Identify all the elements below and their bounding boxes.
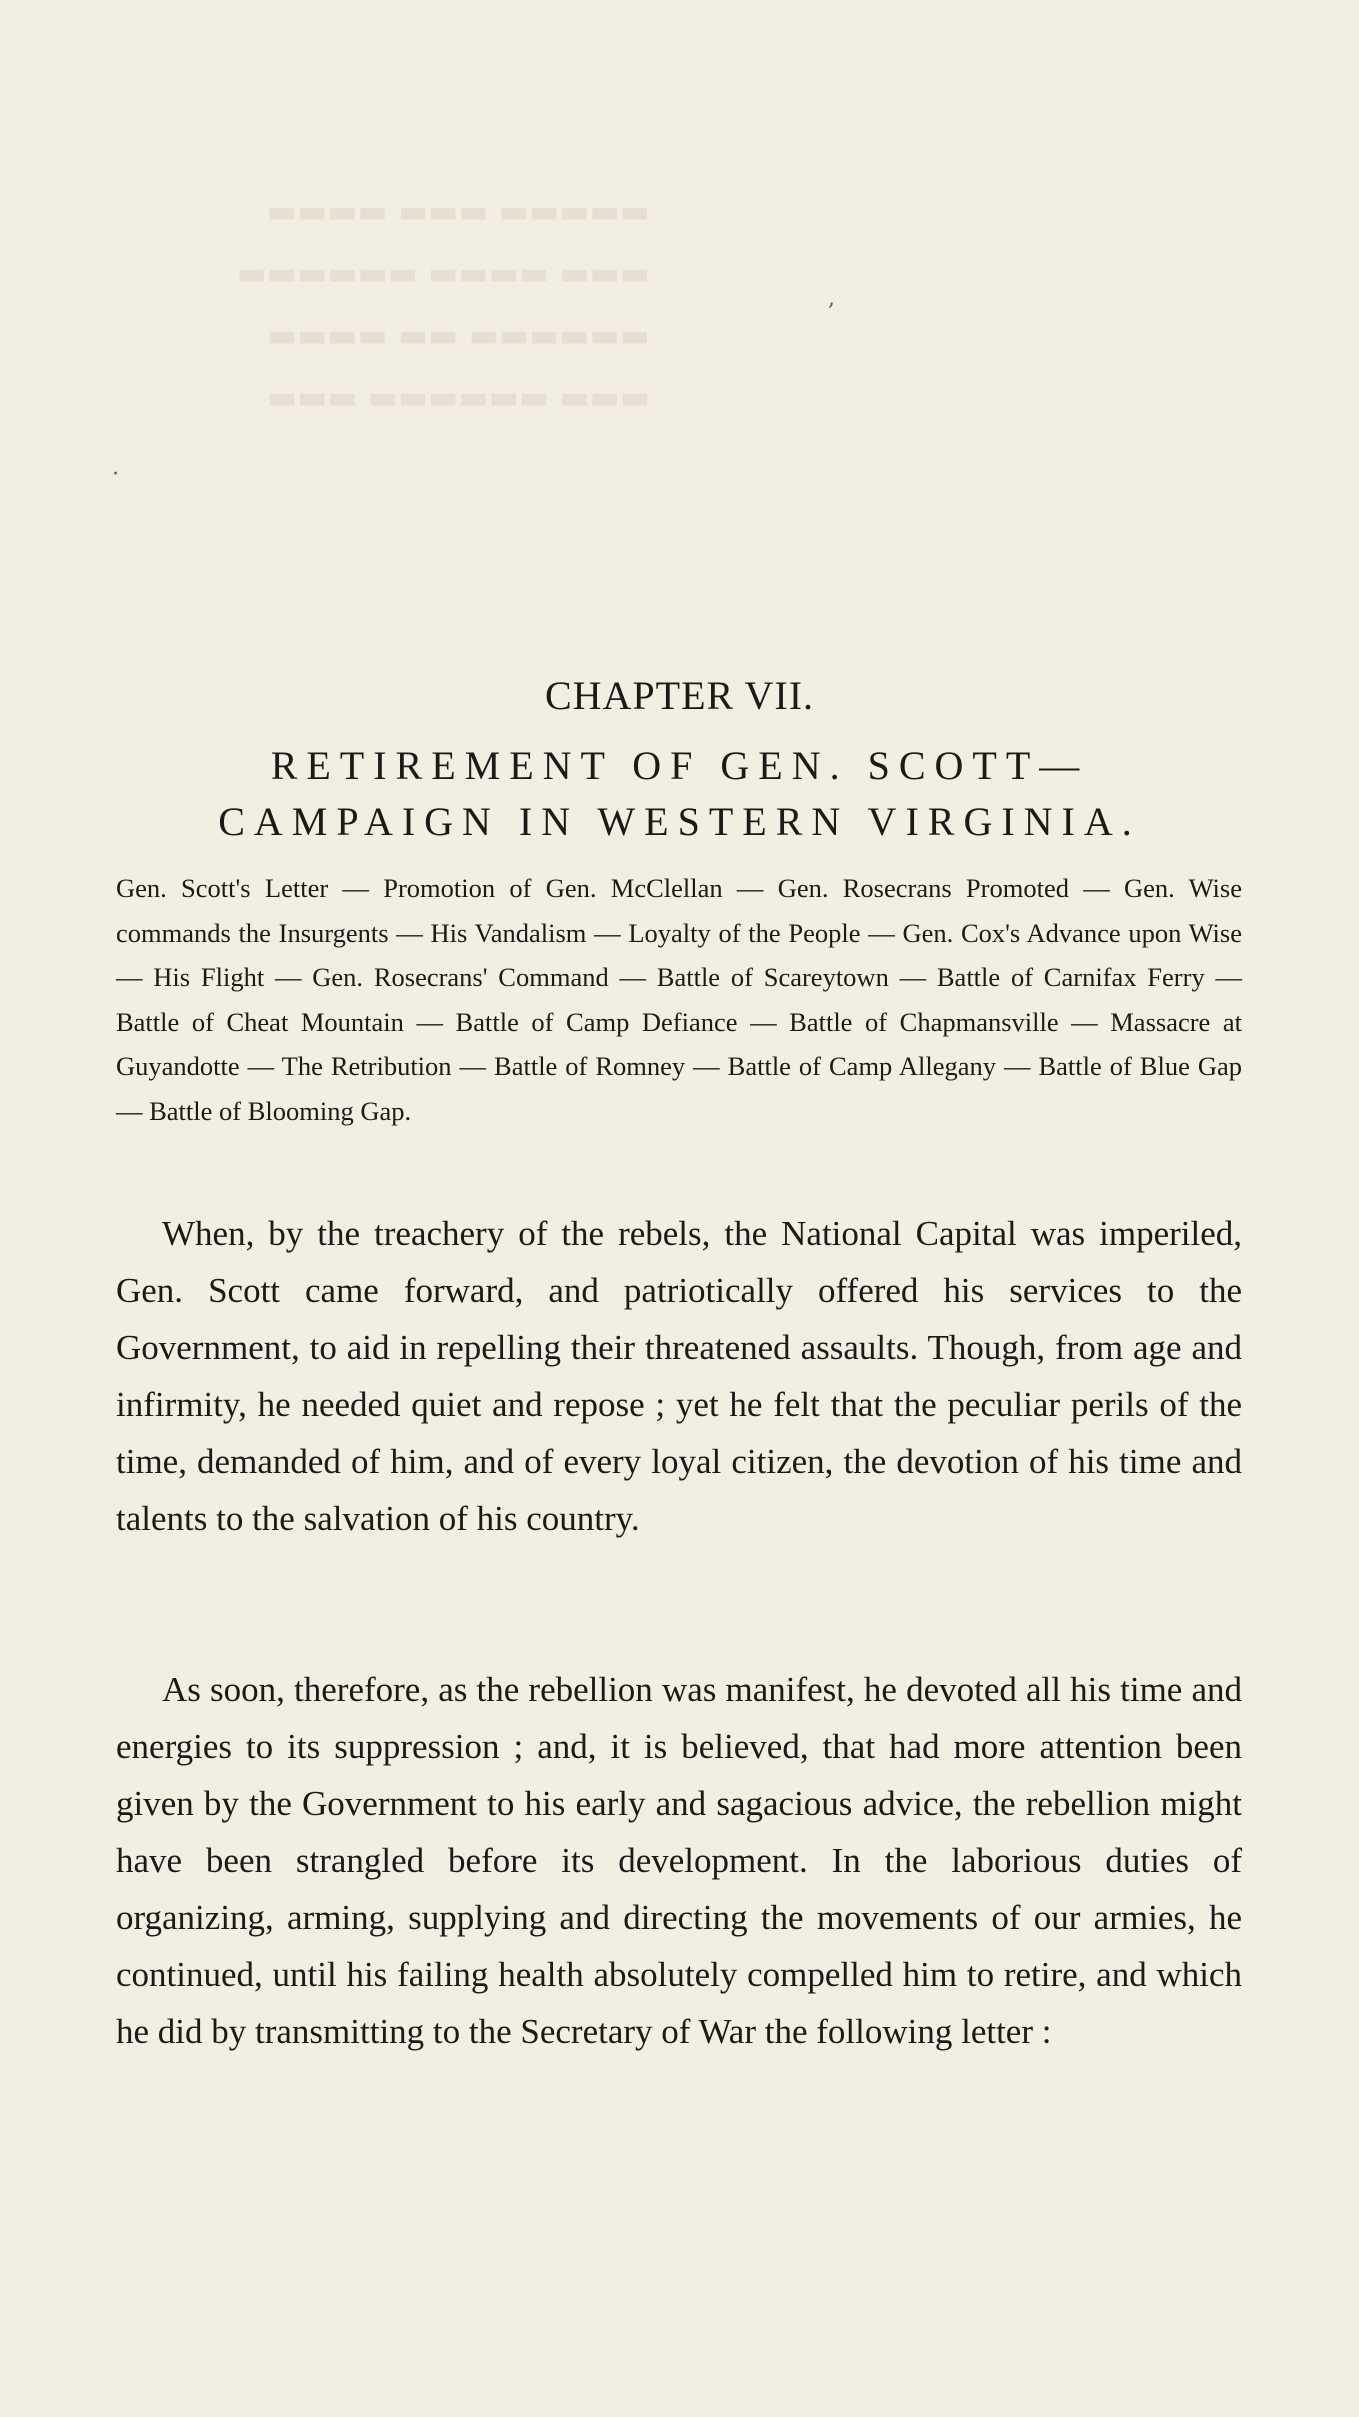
chapter-synopsis: Gen. Scott's Letter — Promotion of Gen. McClellan — Gen. Rosecrans Promoted — Gen. Wise commands the Insurgents — His Vandalism — Loyalty of the People — Gen. Cox's Advance upon Wise — His Flight — Gen. Rosecrans' Command — Battle of Scareytown — Battle of Carnifax Ferry — Battle of Cheat Mountain — Battle of Camp Defiance — Battle of Chapmansville — Massacre at Guyandotte — The Retribution — Battle of Romney — Battle of Camp Allegany — Battle of Blue Gap — Battle of Blooming Gap. xyxy=(116,873,1242,1126)
body-paragraph-2: As soon, therefore, as the rebellion was manifest, he devoted all his time and energies to its suppression ; and, it is believed, that had more attention been given by the Government to his early and sagacious advice, the rebellion might have been strangled before its development. In the laborious duties of organizing, arming, supplying and directing the movements of our armies, he continued, until his failing health absolutely compelled him to retire, and which he did by transmitting to the Secretary of War the following letter : xyxy=(116,1670,1242,2051)
book-page: ▬▬▬▬▬ ▬▬▬ ▬▬▬▬ ▬▬▬ ▬▬▬▬ ▬▬▬▬▬▬ ▬▬▬▬▬▬ ▬▬ ▬▬▬▬ ▬▬▬ ▬▬▬▬▬▬ ▬▬▬ , · CHAPTER VII. RETIREMENT OF GEN. SCOTT—CAMPAIGN IN WESTERN VIRGINIA. Gen. Scott's Letter — Promotion of Gen. McClellan — Gen. Rosecrans Promoted — Gen. Wise commands the Insurgents — His Vandalism — Loyalty of the People — Gen. Cox's Advance upon Wise — His Flight — Gen. Rosecrans' Command — Battle of Scareytown — Battle of Carnifax Ferry — Battle of Cheat Mountain — Battle of Camp Defiance — Battle of Chapmansville — Massacre at Guyandotte — The Retribution — Battle of Romney — Battle of Camp Allegany — Battle of Blue Gap — Battle of Blooming Gap. When, by the treachery of the rebels, the National Capital was imperiled, Gen. Scott came forward, and patriotically offered his services to the Government, to aid in repelling their threatened assaults. Though, from age and infirmity, he needed quiet and repose ; yet he felt that the peculiar perils of the time, demanded of him, and of every loyal citizen, the devotion of his time and talents to the salvation of his country. As soon, therefore, as the rebellion was manifest, he devoted all his time and energies to its suppression ; and, it is believed, that had more attention been given by the Government to his early and sagacious advice, the rebellion might have been strangled before its development. In the laborious duties of organizing, arming, supplying and directing the movements of our armies, he continued, until his failing health absolutely compelled him to retire, and which he did by transmitting to the Secretary of War the following letter : xyxy=(0,0,1359,2417)
body-paragraph-1: When, by the treachery of the rebels, the National Capital was imperiled, Gen. Scott came forward, and patriotically offered his services to the Government, to aid in repelling their threatened assaults. Though, from age and infirmity, he needed quiet and repose ; yet he felt that the peculiar perils of the time, demanded of him, and of every loyal citizen, the devotion of his time and talents to the salvation of his country. xyxy=(116,1214,1242,1538)
show-through-texture: ▬▬▬▬▬ ▬▬▬ ▬▬▬▬ ▬▬▬ ▬▬▬▬ ▬▬▬▬▬▬ ▬▬▬▬▬▬ ▬▬ ▬▬▬▬ ▬▬▬ ▬▬▬▬▬▬ ▬▬▬ xyxy=(236,192,650,416)
chapter-heading: RETIREMENT OF GEN. SCOTT—CAMPAIGN IN WESTERN VIRGINIA. xyxy=(218,743,1141,844)
chapter-number: CHAPTER VII. xyxy=(544,673,815,718)
